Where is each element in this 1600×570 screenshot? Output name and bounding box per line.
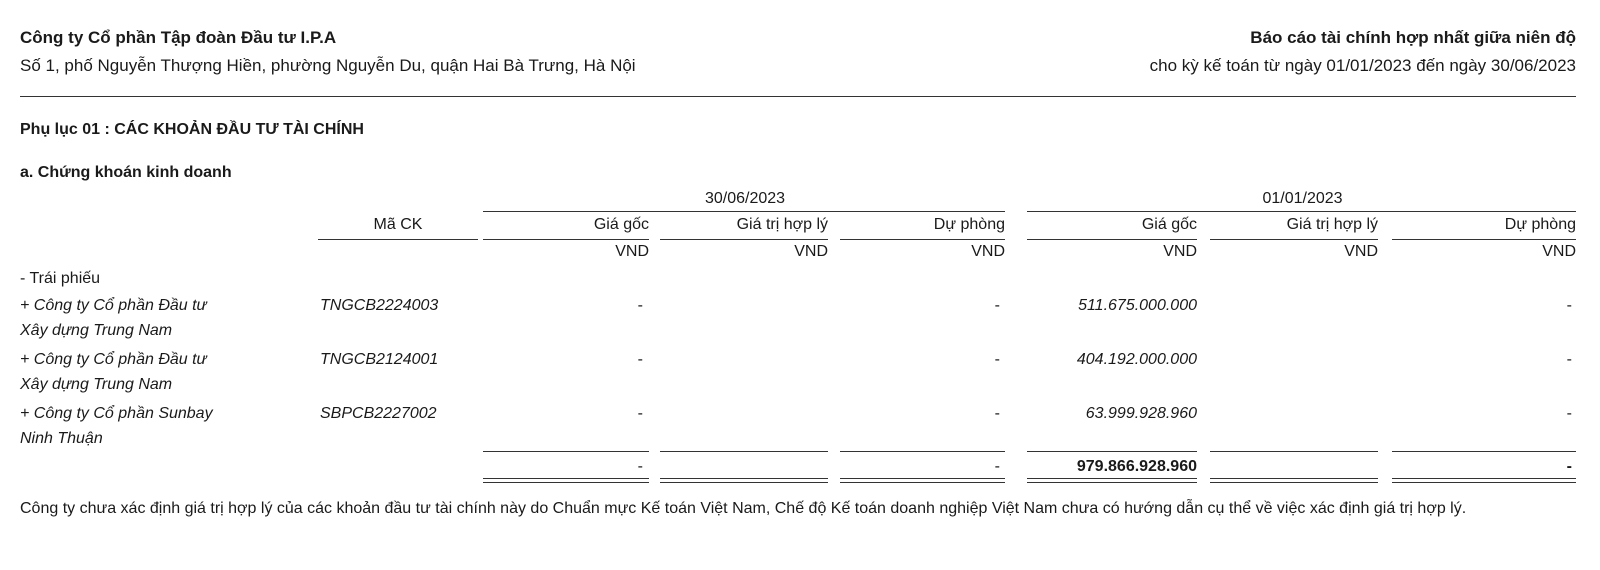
row-1-cost-1: -: [637, 297, 643, 314]
col-underline-prov-2: [1392, 239, 1576, 240]
unit-prov-2: VND: [1542, 243, 1576, 260]
row-3-prov-1: -: [994, 405, 1000, 422]
total-double-rule-fair-1: [660, 478, 828, 483]
total-cost-2: 979.866.928.960: [1076, 458, 1197, 475]
row-2-prov-2: -: [1566, 351, 1572, 368]
subtotal-rule-cost-1: [483, 451, 649, 452]
subtotal-rule-prov-1: [840, 451, 1005, 452]
unit-fair-2: VND: [1344, 243, 1378, 260]
col-underline-prov-1: [840, 239, 1005, 240]
total-double-rule-prov-2: [1392, 478, 1576, 483]
col-header-fair-1: Giá trị hợp lý: [736, 216, 828, 233]
row-3-prov-2: -: [1566, 405, 1572, 422]
section-title: a. Chứng khoán kinh doanh: [20, 164, 232, 181]
period-header-1: 30/06/2023: [704, 190, 786, 207]
row-3-name-line2: Ninh Thuận: [20, 430, 103, 447]
col-header-fair-2: Giá trị hợp lý: [1286, 216, 1378, 233]
report-period: cho kỳ kế toán từ ngày 01/01/2023 đến ngày 30/06/2023: [1149, 56, 1576, 75]
row-2-cost-1: -: [637, 351, 643, 368]
subtotal-rule-fair-1: [660, 451, 828, 452]
row-3-code: SBPCB2227002: [320, 405, 437, 422]
unit-cost-1: VND: [615, 243, 649, 260]
total-double-rule-cost-2: [1027, 478, 1197, 483]
row-2-prov-1: -: [994, 351, 1000, 368]
col-header-code: Mã CK: [373, 216, 423, 233]
subtotal-rule-prov-2: [1392, 451, 1576, 452]
row-1-name-line1: + Công ty Cổ phần Đầu tư: [20, 297, 207, 314]
header-divider: [20, 96, 1576, 97]
row-1-cost-2: 511.675.000.000: [1078, 297, 1197, 314]
row-3-cost-1: -: [637, 405, 643, 422]
col-underline-fair-2: [1210, 239, 1378, 240]
col-header-prov-1: Dự phòng: [933, 216, 1005, 233]
col-header-cost-2: Giá gốc: [1141, 216, 1197, 233]
col-header-cost-1: Giá gốc: [593, 216, 649, 233]
subtotal-rule-cost-2: [1027, 451, 1197, 452]
total-double-rule-prov-1: [840, 478, 1005, 483]
row-1-name-line2: Xây dựng Trung Nam: [20, 322, 173, 339]
unit-prov-1: VND: [971, 243, 1005, 260]
company-name: Công ty Cổ phần Tập đoàn Đầu tư I.P.A: [20, 28, 337, 47]
row-3-name-line1: + Công ty Cổ phần Sunbay: [20, 405, 213, 422]
total-double-rule-fair-2: [1210, 478, 1378, 483]
row-3-cost-2: 63.999.928.960: [1085, 405, 1197, 422]
row-2-code: TNGCB2124001: [320, 351, 439, 368]
col-header-prov-2: Dự phòng: [1504, 216, 1576, 233]
row-1-prov-1: -: [994, 297, 1000, 314]
report-title: Báo cáo tài chính hợp nhất giữa niên độ: [1250, 28, 1576, 47]
footnote: Công ty chưa xác định giá trị hợp lý của các khoản đầu tư tài chính này do Chuẩn mực Kế toán Việt Nam, Chế độ Kế toán doanh nghiệp Việt Nam chưa có hướng dẫn cụ thể về việc xác định giá trị hợp lý.: [20, 500, 1467, 517]
row-2-name-line2: Xây dựng Trung Nam: [20, 376, 173, 393]
period-1-underline: [483, 211, 1005, 212]
subtotal-rule-fair-2: [1210, 451, 1378, 452]
period-header-2: 01/01/2023: [1262, 190, 1343, 207]
col-underline-cost-2: [1027, 239, 1197, 240]
total-cost-1: -: [637, 458, 643, 475]
total-prov-2: -: [1566, 458, 1572, 475]
col-underline-code: [318, 239, 478, 240]
total-double-rule-cost-1: [483, 478, 649, 483]
company-address: Số 1, phố Nguyễn Thượng Hiền, phường Nguyễn Du, quận Hai Bà Trưng, Hà Nội: [20, 56, 636, 75]
appendix-title: Phụ lục 01 : CÁC KHOẢN ĐẦU TƯ TÀI CHÍNH: [20, 121, 364, 138]
unit-fair-1: VND: [794, 243, 828, 260]
row-1-prov-2: -: [1566, 297, 1572, 314]
col-underline-cost-1: [483, 239, 649, 240]
col-underline-fair-1: [660, 239, 828, 240]
row-2-cost-2: 404.192.000.000: [1076, 351, 1197, 368]
row-2-name-line1: + Công ty Cổ phần Đầu tư: [20, 351, 207, 368]
period-2-underline: [1027, 211, 1576, 212]
row-1-code: TNGCB2224003: [320, 297, 439, 314]
group-label-bonds: - Trái phiếu: [20, 270, 101, 287]
unit-cost-2: VND: [1163, 243, 1197, 260]
total-prov-1: -: [994, 458, 1000, 475]
